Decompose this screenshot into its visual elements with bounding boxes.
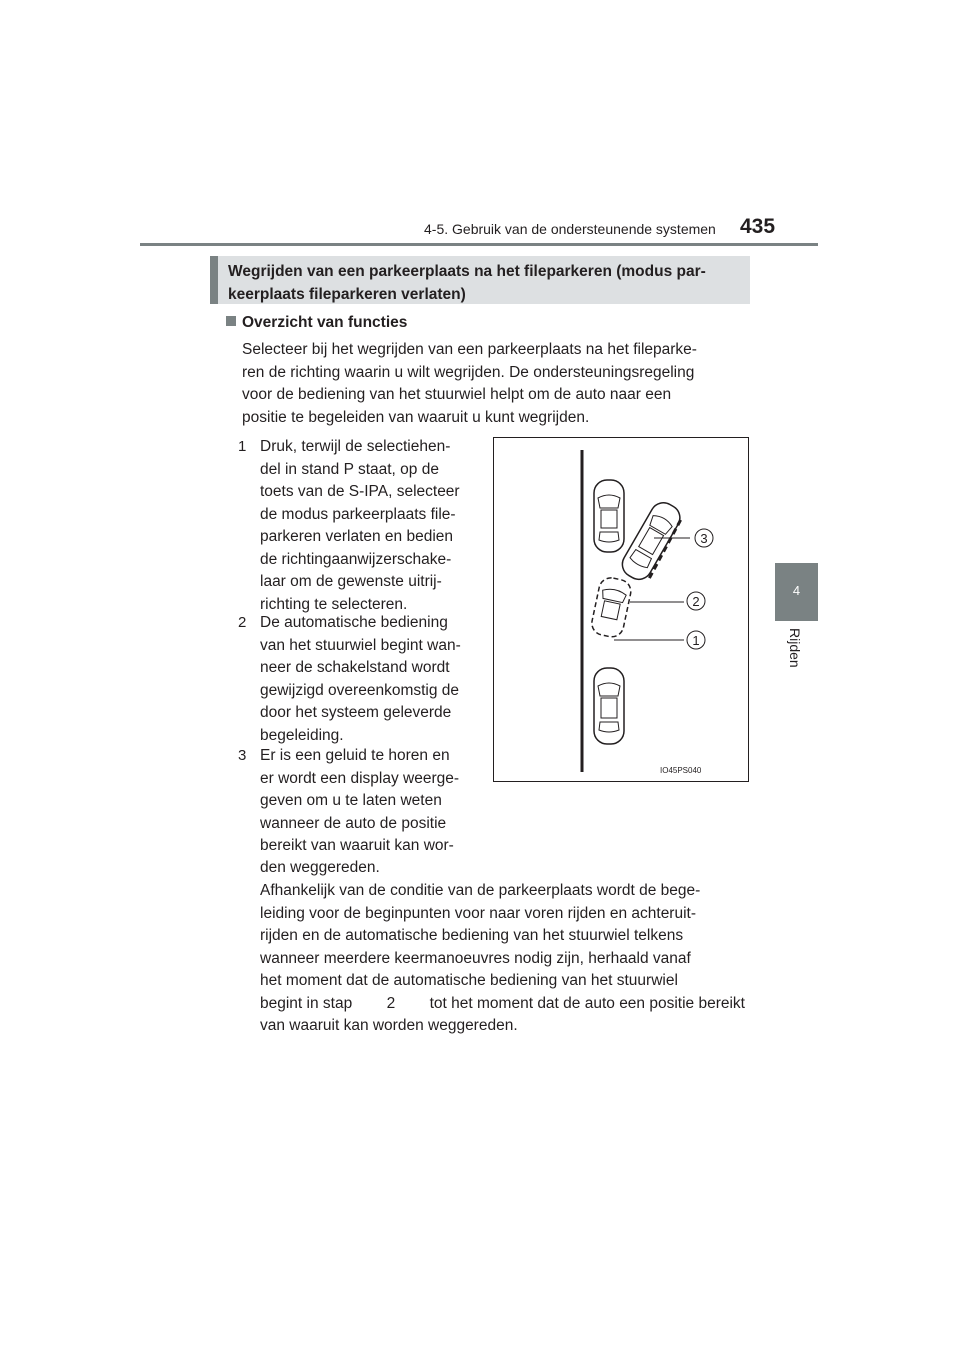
intro-line: Selecteer bij het wegrijden van een parkeerplaats na het fileparke- [242,341,697,358]
closing-text: begint in stap [260,994,353,1012]
subheading [226,314,407,332]
parked-car-front [594,480,624,552]
intro-line: positie te begeleiden van waaruit u kunt wegrijden. [242,408,590,426]
closing-line: leiding voor de beginpunten voor naar voren rijden en achteruit- [260,904,697,922]
intro-line: voor de bediening van het stuurwiel helpt om de auto naar een [242,386,672,403]
step-line: laar om de gewenste uitrij- [260,573,442,590]
closing-line: van waaruit kan worden weggereden. [260,1017,518,1034]
closing-line-ref [260,993,745,1016]
step-line: toets van de S-IPA, selecteer [260,483,460,500]
step-line: De automatische bediening [260,614,448,631]
step-text [260,436,480,616]
step-line: Druk, terwijl de selectiehen- [260,438,451,455]
section-title-line-2: keerplaats fileparkeren verlaten) [228,286,466,303]
step-line: gewijzigd overeenkomstig de [260,681,460,699]
step-number: 2 [238,614,247,631]
closing-text: tot het moment dat de auto een positie bereikt [429,994,745,1012]
closing-line: Afhankelijk van de conditie van de parkeerplaats wordt de bege- [260,882,701,899]
step-number: 1 [238,438,247,455]
square-bullet-icon [226,316,236,326]
step-line: begeleiding. [260,726,344,744]
step-line: geven om u te laten weten [260,792,442,809]
callout-label-3: 3 [700,531,708,546]
step-line: door het systeem geleverde [260,704,452,721]
chapter-tab [775,563,818,621]
step-line: del in stand P staat, op de [260,460,439,478]
step-line: neer de schakelstand wordt [260,659,450,676]
step-line: de modus parkeerplaats file- [260,505,456,523]
section-title-box [210,256,750,304]
subheading-text: Overzicht van functies [242,314,408,331]
section-header: 4-5. Gebruik van de ondersteunende systemen [424,221,716,237]
closing-line: wanneer meerdere keermanoeuvres nodig zijn, herhaald vanaf [260,949,691,967]
intro-line: ren de richting waarin u wilt wegrijden. De ondersteuningsregeling [242,363,695,381]
own-car-exit [618,498,687,585]
intro-paragraph [242,339,745,429]
step-line: er wordt een display weerge- [260,769,460,787]
closing-paragraph [260,880,745,1038]
parking-illustration [493,437,749,782]
step-line: van het stuurwiel begint wan- [260,636,461,654]
parked-car-rear [594,668,624,744]
parking-diagram-svg [494,438,748,781]
step-ref-number: 2 [386,994,396,1012]
header-rule [140,243,818,246]
callout-label-2: 2 [692,594,700,609]
closing-line: rijden en de automatische bediening van het stuurwiel telkens [260,927,684,944]
callout-label-1: 1 [692,633,700,648]
own-car-start [590,576,633,639]
chapter-label: Rijden [787,628,803,668]
step-text [260,612,480,747]
step-line: de richtingaanwijzerschake- [260,550,452,568]
step-number: 3 [238,747,247,764]
page-number: 435 [740,215,776,238]
closing-line: het moment dat de automatische bediening van het stuurwiel [260,972,678,989]
step-line: wanneer de auto de positie [260,814,447,832]
figure-code: IO45PS040 [660,766,702,775]
step-text [260,745,480,858]
step-line: bereikt van waaruit kan wor- [260,837,454,854]
step-line: richting te selecteren. [260,595,408,613]
step-line: parkeren verlaten en bedien [260,528,454,545]
section-title-line-1: Wegrijden van een parkeerplaats na het fileparkeren (modus par- [228,263,706,280]
step-3-tail: den weggereden. [260,859,380,876]
chapter-number: 4 [792,583,801,598]
step-line: Er is een geluid te horen en [260,747,450,764]
